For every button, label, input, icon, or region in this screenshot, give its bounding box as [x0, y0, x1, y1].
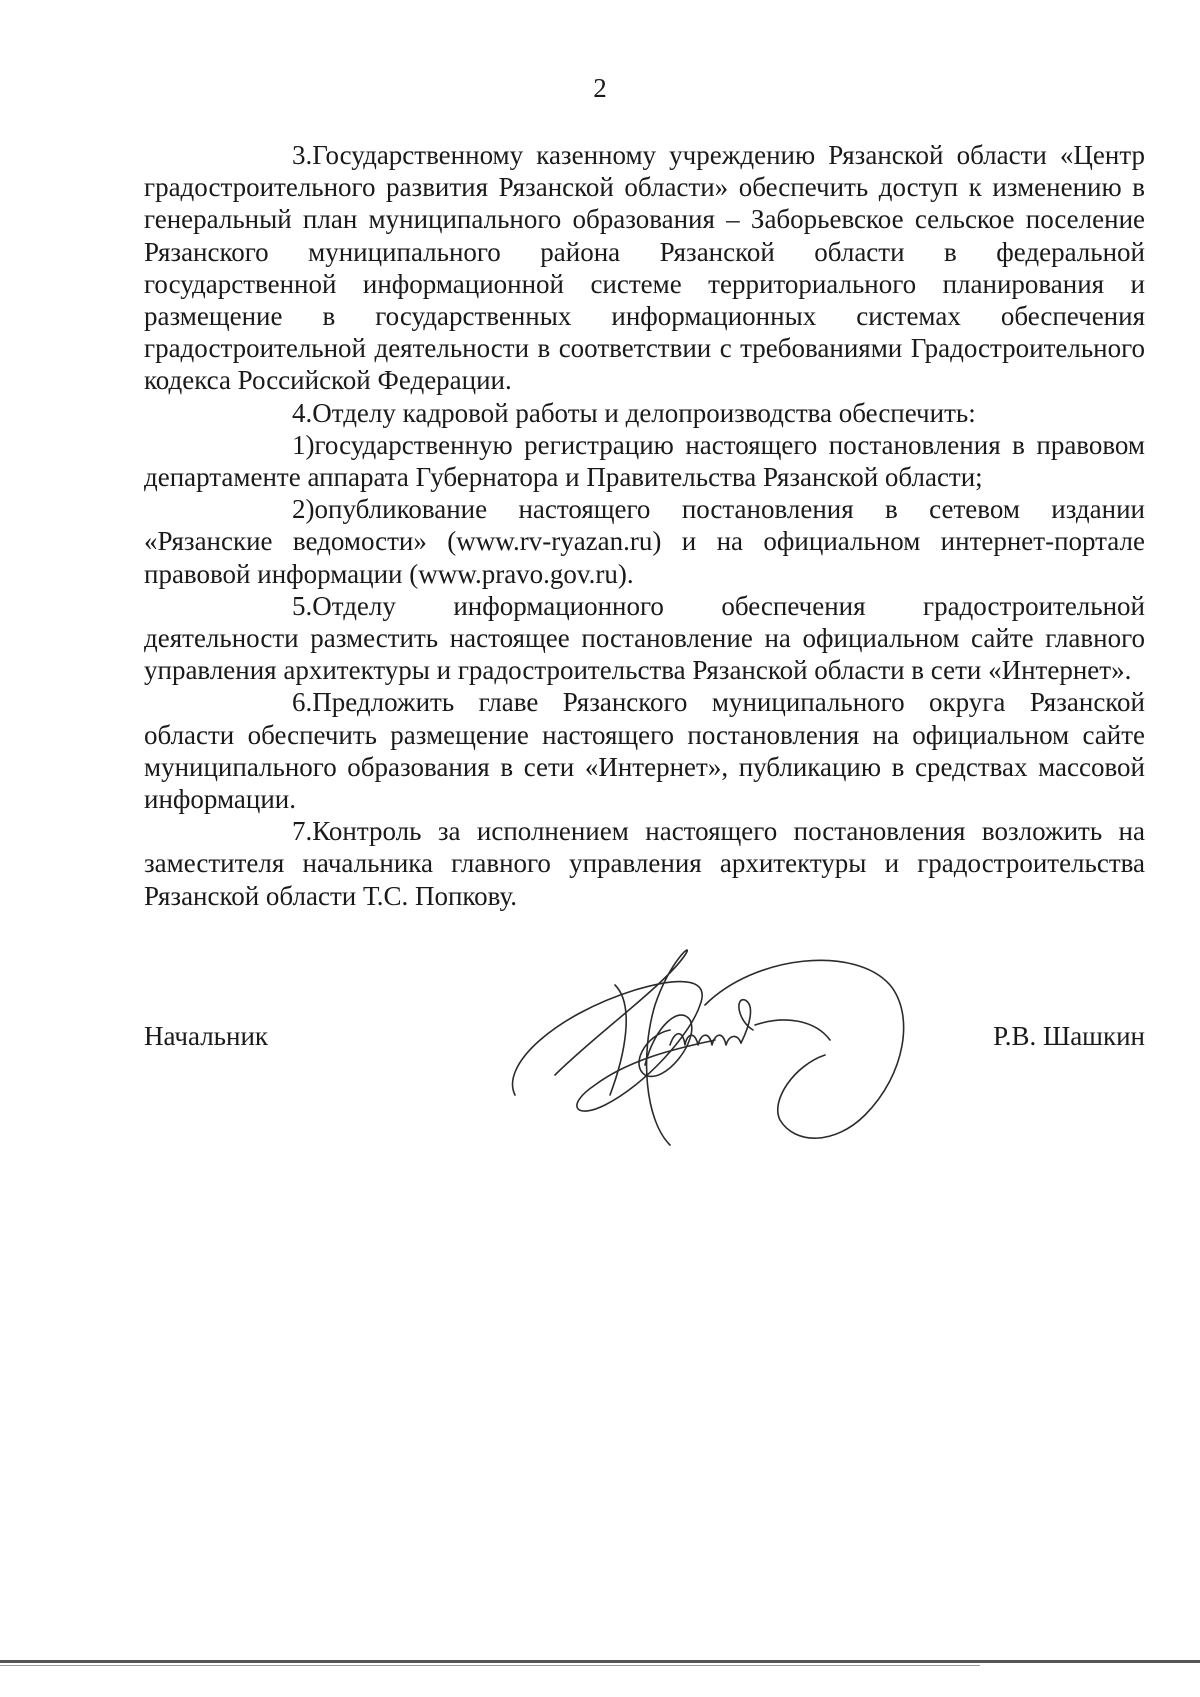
paragraph-text: Предложить главе Рязанского муниципального округа Рязанской области обеспечить размещение настоящего постановления на официальном сайте муниципального образования в сети «Интернет», публикацию в средствах массовой информации. — [144, 687, 1145, 815]
paragraph-text: Государственному казенному учреждению Рязанской области «Центр градостроительного развития Рязанской области» обеспечить доступ к изменению в генеральный план муниципального образования – Заборьевское сельское поселение Рязанского муниципального района Рязанской области в федеральной государственной информационной системе территориального планирования и размещение в государственных информационных системах обеспечения градостроительной деятельности в соответствии с требованиями Градостроительного кодекса Российской Федерации. — [144, 140, 1145, 396]
paragraph-5 — [144, 590, 1145, 687]
signature-block — [144, 1020, 1145, 1060]
paragraph-number: 6. — [292, 687, 313, 718]
paragraph-text: опубликование настоящего постановления в сетевом издании «Рязанские ведомости» (www.rv-ryazan.ru) и на официальном интернет-портале правовой информации (www.pravo.gov.ru). — [144, 494, 1145, 589]
paragraph-text: Контроль за исполнением настоящего постановления возложить на заместителя начальника главного управления архитектуры и градостроительства Рязанской области Т.С. Попкову. — [144, 816, 1145, 911]
paragraph-number: 4. — [292, 397, 313, 428]
subparagraph-number: 2) — [292, 494, 315, 525]
subparagraph-number: 1) — [292, 429, 315, 460]
scan-edge-line-secondary — [0, 1665, 980, 1666]
paragraph-number: 3. — [292, 140, 313, 170]
document-body — [144, 139, 1145, 912]
paragraph-number: 7. — [292, 816, 313, 847]
signatory-name: Р.В. Шашкин — [993, 1021, 1145, 1051]
paragraph-text: Отделу информационного обеспечения градостроительной деятельности разместить настоящее постановление на официальном сайте главного управления архитектуры и градостроительства Рязанской области в сети «Интернет». — [144, 590, 1145, 686]
paragraph-text: Отделу кадровой работы и делопроизводства обеспечить: — [312, 397, 976, 428]
paragraph-6 — [144, 686, 1145, 815]
paragraph-7 — [144, 815, 1145, 912]
scan-edge-line — [0, 1660, 1200, 1663]
paragraph-text: государственную регистрацию настоящего постановления в правовом департаменте аппарата Губернатора и Правительства Рязанской области; — [144, 429, 1145, 493]
subparagraph-1 — [144, 429, 1145, 493]
signatory-position: Начальник — [144, 1021, 269, 1051]
page-number: 2 — [593, 73, 607, 103]
subparagraph-2 — [144, 493, 1145, 590]
paragraph-number: 5. — [292, 590, 313, 621]
paragraph-4 — [144, 397, 1145, 429]
paragraph-3 — [144, 139, 1145, 397]
